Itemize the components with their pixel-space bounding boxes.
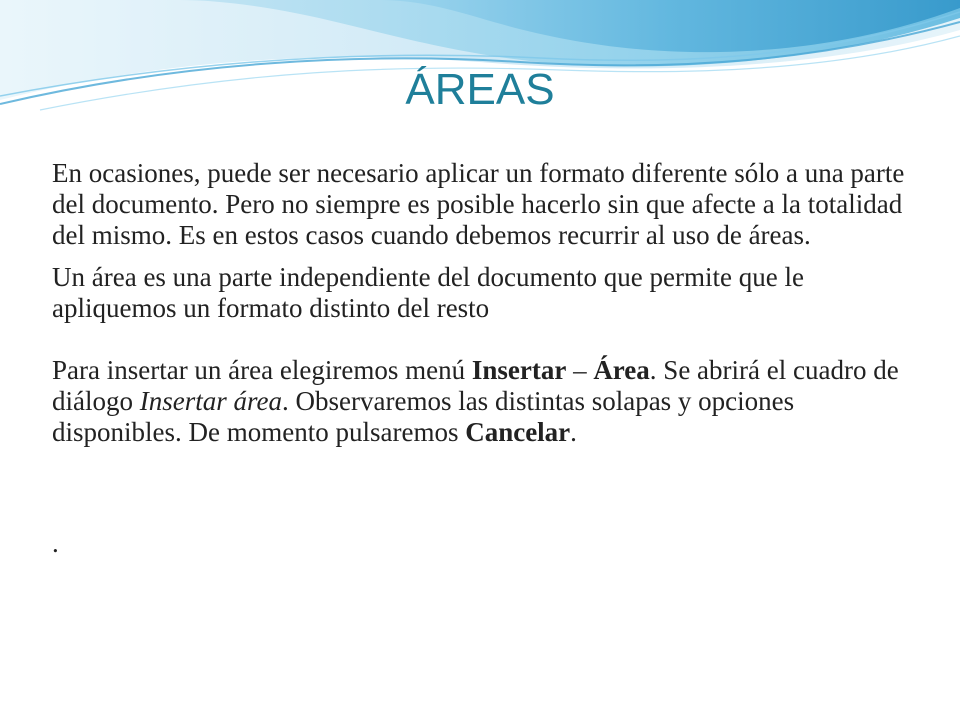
trailing-dot: . [52, 528, 59, 558]
paragraph-definition: Un área es una parte independiente del documento que permite que le apliquemos un formato distinto del resto [52, 262, 804, 323]
cancel-label: Cancelar [465, 417, 571, 447]
dialog-name-label: Insertar área [139, 386, 282, 416]
instructions-text-5: . [570, 417, 577, 447]
instructions-text-4: . Observaremos las distintas solapas y opciones disponibles. De momento pulsaremos [52, 386, 795, 447]
instructions-text-2: – [566, 355, 594, 385]
paragraph-intro: En ocasiones, puede ser necesario aplicar un formato diferente sólo a una parte del documento. Pero no siempre es posible hacerlo sin que afecte a la totalidad del mismo. Es en estos casos cuando debemos recurrir al uso de áreas. [52, 158, 905, 250]
slide-title: ÁREAS [405, 65, 555, 114]
instructions-text-1: Para insertar un área elegiremos menú [52, 355, 472, 385]
paragraph-instructions [52, 355, 912, 448]
menu-insertar-label: Insertar [471, 355, 567, 385]
menu-area-label: Área [593, 355, 650, 385]
instructions-text-3: . Se abrirá el cuadro de diálogo [52, 355, 899, 416]
slide-body [52, 158, 912, 559]
